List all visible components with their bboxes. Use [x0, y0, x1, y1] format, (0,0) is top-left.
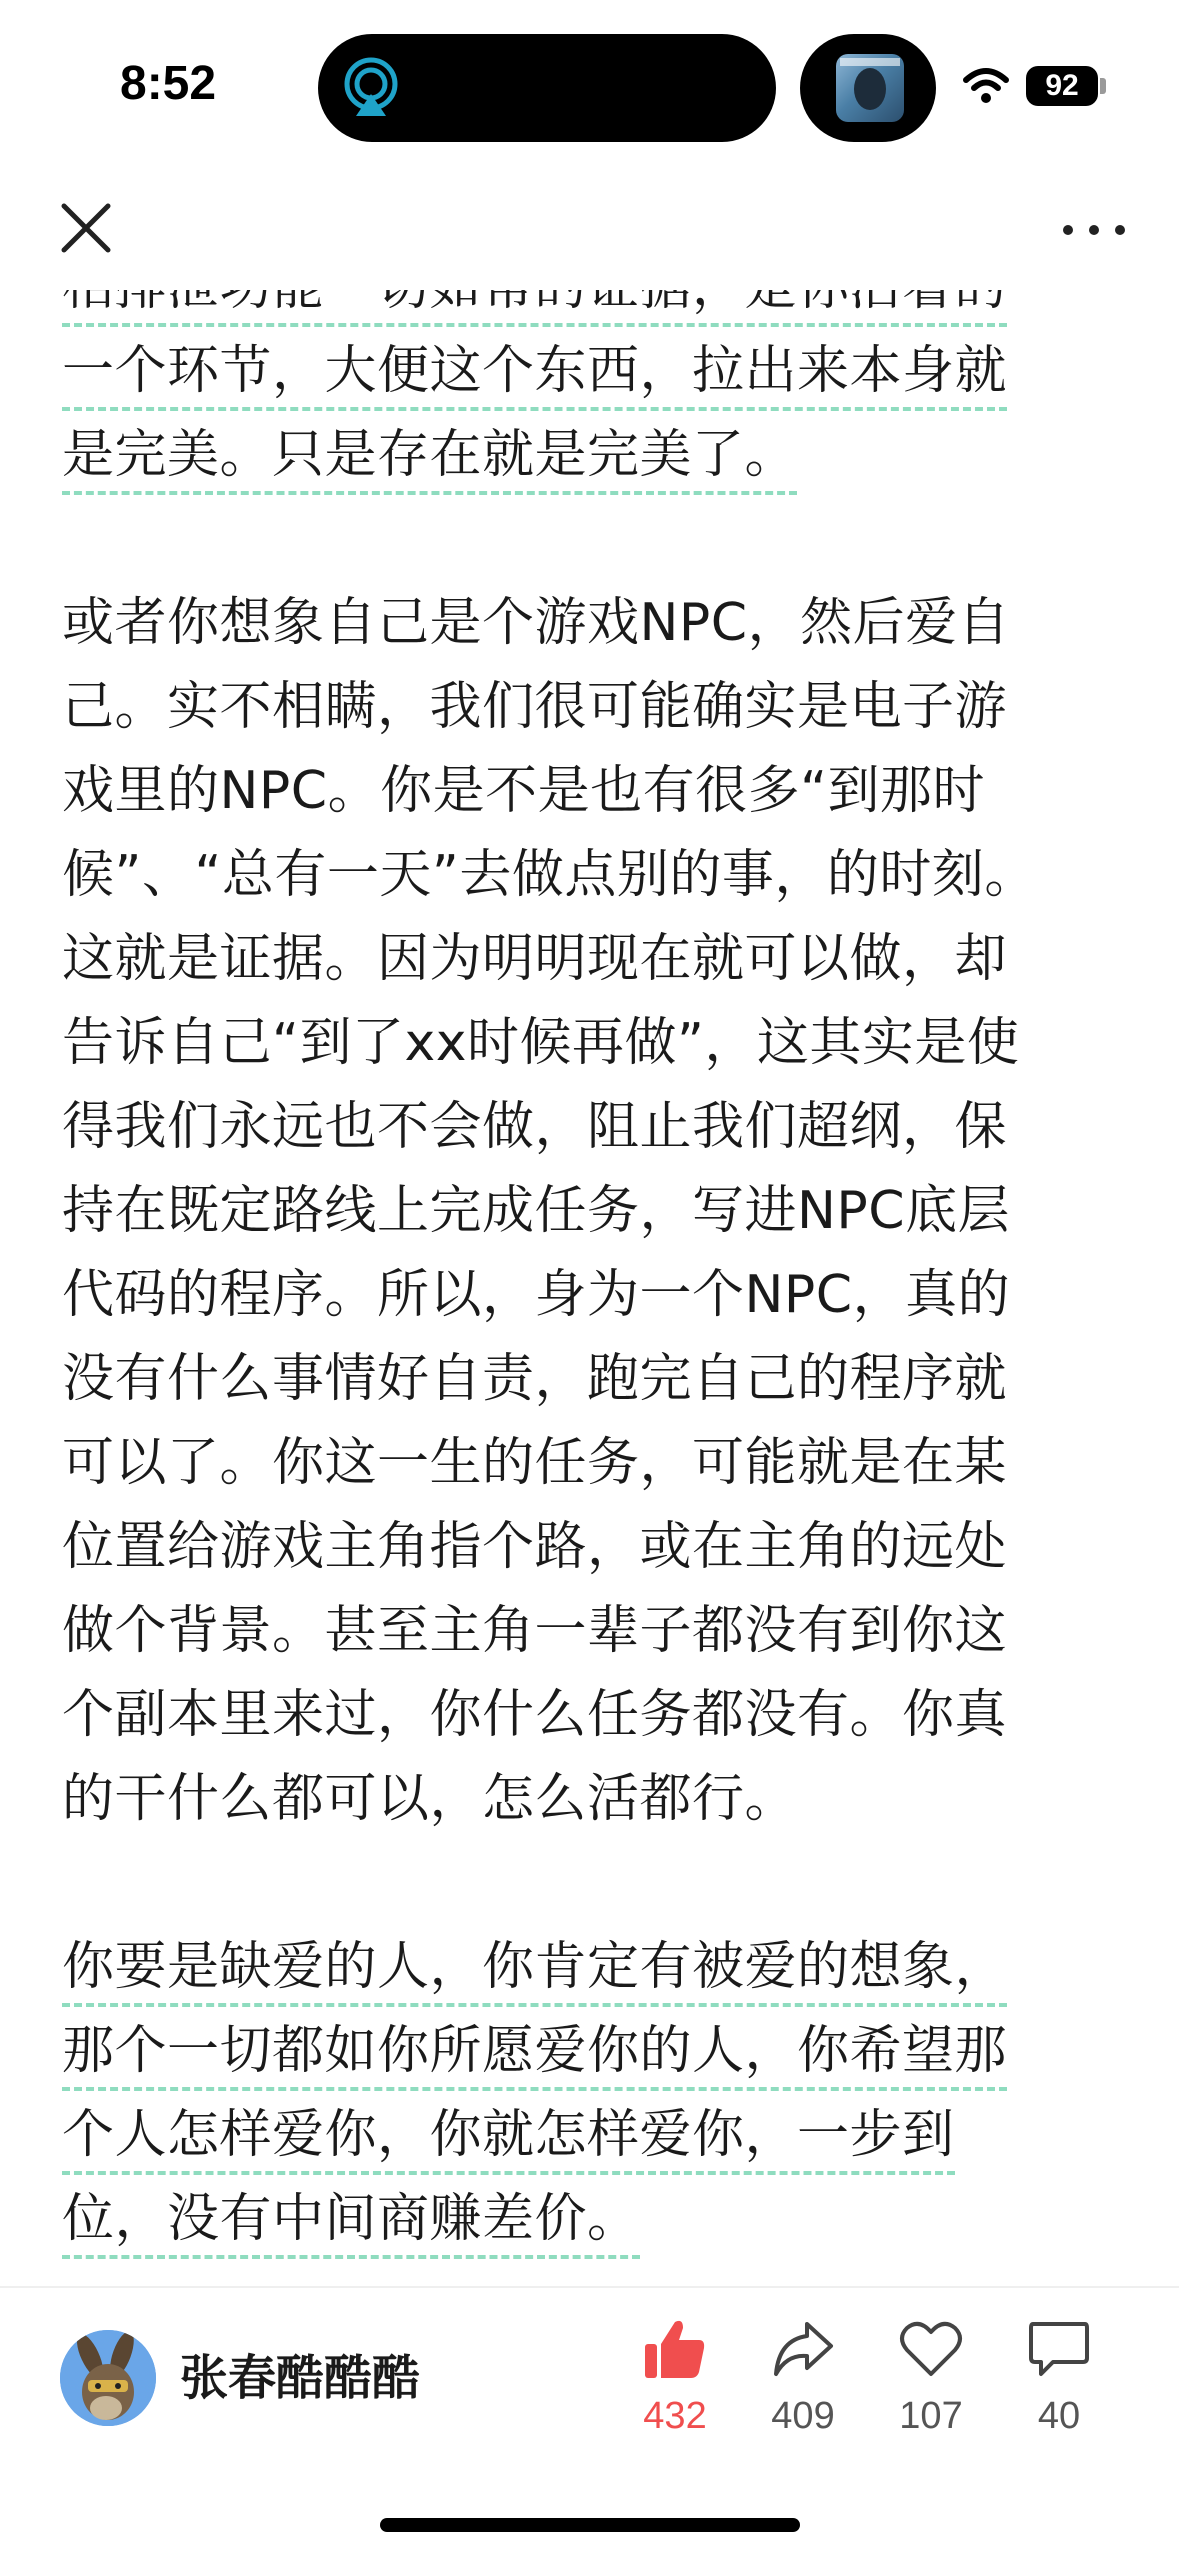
dynamic-island[interactable]: [318, 34, 776, 142]
article-line: 的干什么都可以，怎么活都行。: [62, 1769, 798, 1829]
comment-bubble-icon: [1027, 2318, 1091, 2380]
article-line: 这就是证据。因为明明现在就可以做，却: [62, 929, 1008, 989]
status-time: 8:52: [120, 57, 217, 110]
now-playing-island[interactable]: [800, 34, 936, 142]
battery-tip: [1100, 78, 1106, 94]
like-button[interactable]: [620, 2318, 730, 2438]
article-line: 没有什么事情好自责，跑完自己的程序就: [62, 1349, 1008, 1409]
article-line: 告诉自己“到了xx时候再做”，这其实是使: [62, 1013, 1020, 1073]
article-line: 做个背景。甚至主角一辈子都没有到你这: [62, 1601, 1008, 1661]
article-line: 你要是缺爱的人，你肯定有被爱的想象，: [62, 1925, 1122, 2009]
more-dots-icon[interactable]: [1058, 200, 1130, 260]
heart-icon: [899, 2318, 963, 2380]
share-arrow-icon: [771, 2318, 835, 2380]
like-count: 432: [643, 2395, 707, 2437]
close-icon[interactable]: [56, 198, 116, 258]
article-line: 是完美。只是存在就是完美了。: [62, 413, 1122, 497]
share-count: 409: [771, 2395, 835, 2437]
home-indicator[interactable]: [380, 2518, 800, 2532]
article-line: 一个环节，大便这个东西，拉出来本身就: [62, 329, 1122, 413]
favorite-count: 107: [899, 2395, 963, 2437]
article-line: 个副本里来过，你什么任务都没有。你真: [62, 1685, 1008, 1745]
article-line: 或者你想象自己是个游戏NPC，然后爱自: [62, 593, 1011, 653]
bottom-action-bar: [0, 2286, 1179, 2558]
album-art: [836, 54, 904, 122]
article-line: 己。实不相瞒，我们很可能确实是电子游: [62, 677, 1008, 737]
article-line: 代码的程序。所以，身为一个NPC，真的: [62, 1265, 1011, 1325]
article-line: 那个一切都如你所愿爱你的人，你希望那: [62, 2009, 1122, 2093]
favorite-button[interactable]: [876, 2318, 986, 2438]
article-body: [62, 245, 1122, 2275]
article-line: 持在既定路线上完成任务，写进NPC底层: [62, 1181, 1011, 1241]
airplay-icon: [336, 54, 406, 124]
share-button[interactable]: [748, 2318, 858, 2438]
status-bar: [0, 0, 1179, 170]
wifi-icon: [962, 66, 1010, 106]
article-line: 得我们永远也不会做，阻止我们超纲，保: [62, 1097, 1008, 1157]
nav-bar: [0, 180, 1179, 290]
article-line: 可以了。你这一生的任务，可能就是在某: [62, 1433, 1008, 1493]
donkey-avatar-icon: [60, 2330, 156, 2426]
author-name[interactable]: 张春酷酷酷: [180, 2350, 421, 2406]
article-line: 戏里的NPC。你是不是也有很多“到那时: [62, 761, 986, 821]
article-line: 候”、“总有一天”去做点别的事，的时刻。: [62, 845, 1037, 905]
battery-icon: 92: [1026, 66, 1098, 106]
thumbs-up-icon: [643, 2318, 707, 2380]
comment-button[interactable]: [1004, 2318, 1114, 2438]
article-line: 位，没有中间商赚差价。: [62, 2177, 1122, 2261]
author-avatar[interactable]: [60, 2330, 156, 2426]
article-line: 位置给游戏主角指个路，或在主角的远处: [62, 1517, 1008, 1577]
comment-count: 40: [1037, 2395, 1081, 2437]
article-line: 个人怎样爱你，你就怎样爱你，一步到: [62, 2093, 1122, 2177]
